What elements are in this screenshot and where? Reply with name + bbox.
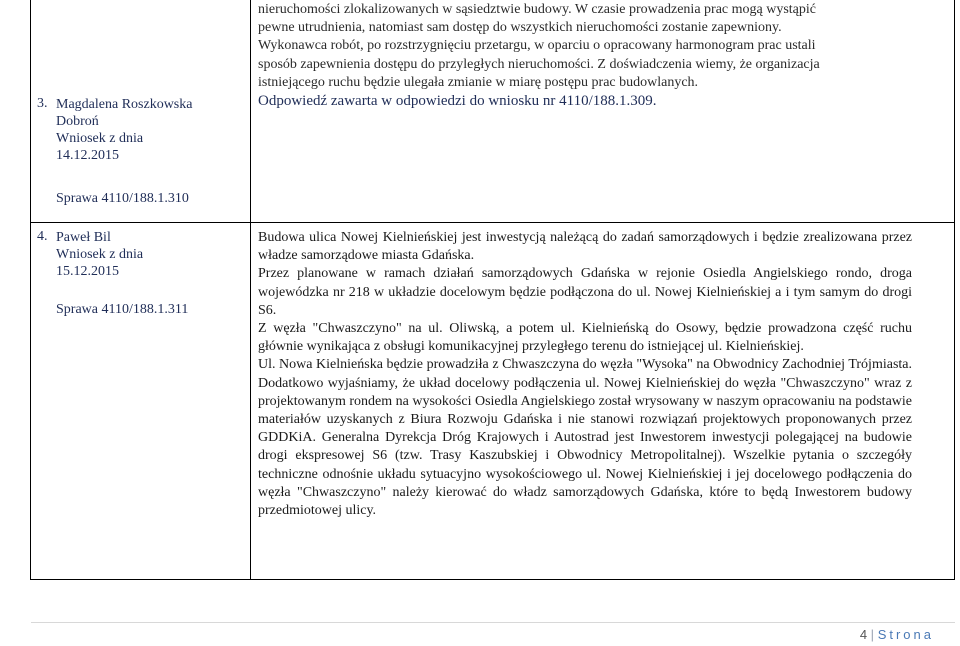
row4-answer-text <box>258 229 912 520</box>
row-number: 4. <box>37 229 48 244</box>
request-label: Wniosek z dnia <box>56 247 144 262</box>
paragraph: Z węzła "Chwaszczyno" na ul. Oliwską, a potem ul. Kielnieńską do Osowy, będzie prowadzona część ruchu głównie wynikająca z obsługi komunikacyjnej przyległego terenu do istniejącej ul. Kielnieńskiej. <box>258 321 912 355</box>
text-line: istniejącego ruchu będzie ulegała zmianie w miarę postępu prac budowlanych. <box>258 74 699 90</box>
table-bottom-border <box>30 579 955 580</box>
case-number: Sprawa 4110/188.1.311 <box>56 302 189 317</box>
table-column-divider <box>250 0 251 580</box>
text-line: Wykonawca robót, po rozstrzygnięciu przetargu, w oparciu o opracowany harmonogram prac ustali <box>258 38 816 54</box>
table-left-border <box>30 0 31 580</box>
text-line: nieruchomości zlokalizowanych w sąsiedztwie budowy. W czasie prowadzenia prac mogą wystąpić <box>258 2 816 17</box>
request-date: 15.12.2015 <box>56 264 119 279</box>
applicant-place: Dobroń <box>56 114 99 129</box>
applicant-cell <box>56 96 246 164</box>
row-divider <box>30 222 955 223</box>
request-date: 14.12.2015 <box>56 148 119 163</box>
page-footer <box>860 627 934 642</box>
case-number: Sprawa 4110/188.1.310 <box>56 191 189 206</box>
footer-separator: | <box>870 627 875 642</box>
row3-answer-text <box>258 1 912 111</box>
answer-reference: Odpowiedź zawarta w odpowiedzi do wniosku nr 4110/188.1.309. <box>258 93 657 110</box>
row-number: 3. <box>37 96 48 111</box>
table-right-border <box>954 0 955 580</box>
footer-rule <box>31 622 955 623</box>
applicant-name: Paweł Bil <box>56 230 111 245</box>
text-line: pewne utrudnienia, natomiast sam dostęp do wszystkich nieruchomości zostanie zapewniony. <box>258 20 782 36</box>
request-label: Wniosek z dnia <box>56 131 144 146</box>
applicant-name: Magdalena Roszkowska <box>56 97 193 112</box>
applicant-cell <box>56 229 246 280</box>
paragraph: Przez planowane w ramach działań samorządowych Gdańska w rejonie Osiedla Angielskiego rondo, droga wojewódzka nr 218 w układzie docelowym będzie podłączona do ul. Nowej Kielnieńskiej a i tym samym do drogi S6. <box>258 266 912 318</box>
text-line: sposób zapewnienia dostępu do przyległych nieruchomości. Z doświadczenia wiemy, że organizacja <box>258 56 820 72</box>
paragraph: Budowa ulica Nowej Kielnieńskiej jest inwestycją należącą do zadań samorządowych i będzie zrealizowana przez władze samorządowe miasta Gdańska. <box>258 230 912 264</box>
paragraph: Ul. Nowa Kielnieńska będzie prowadziła z Chwaszczyna do węzła "Wysoka" na Obwodnicy Zachodniej Trójmiasta. Dodatkowo wyjaśniamy, że układ docelowy podłączenia ul. Nowej Kielnieńskiej do węzła "Chwaszczyno" wraz z projektowanym rondem na wysokości Osiedla Angielskiego został wrysowany w naszym opracowaniu na podstawie materiałów uzyskanych z Biura Rozwoju Gdańska i nie stanowi rozwiązań projektowych proponowanych przez GDDKiA. Generalna Dyrekcja Dróg Krajowych i Autostrad jest Inwestorem inwestycji polegającej na budowie drogi ekspresowej S6 (tzw. Trasy Kaszubskiej i Obwodnicy Metropolitalnej). Wszelkie pytania o szczegóły techniczne odnośnie układu sytuacyjno wysokościowego ul. Nowej Kielnieńskiej i jej docelowego podłączenia do węzła "Chwaszczyno" należy kierować do władz samorządowych Gdańska, które to będą Inwestorem budowy przedmiotowej ulicy. <box>258 357 912 519</box>
page-number: 4 <box>859 627 868 642</box>
footer-page-word: Strona <box>877 627 934 642</box>
